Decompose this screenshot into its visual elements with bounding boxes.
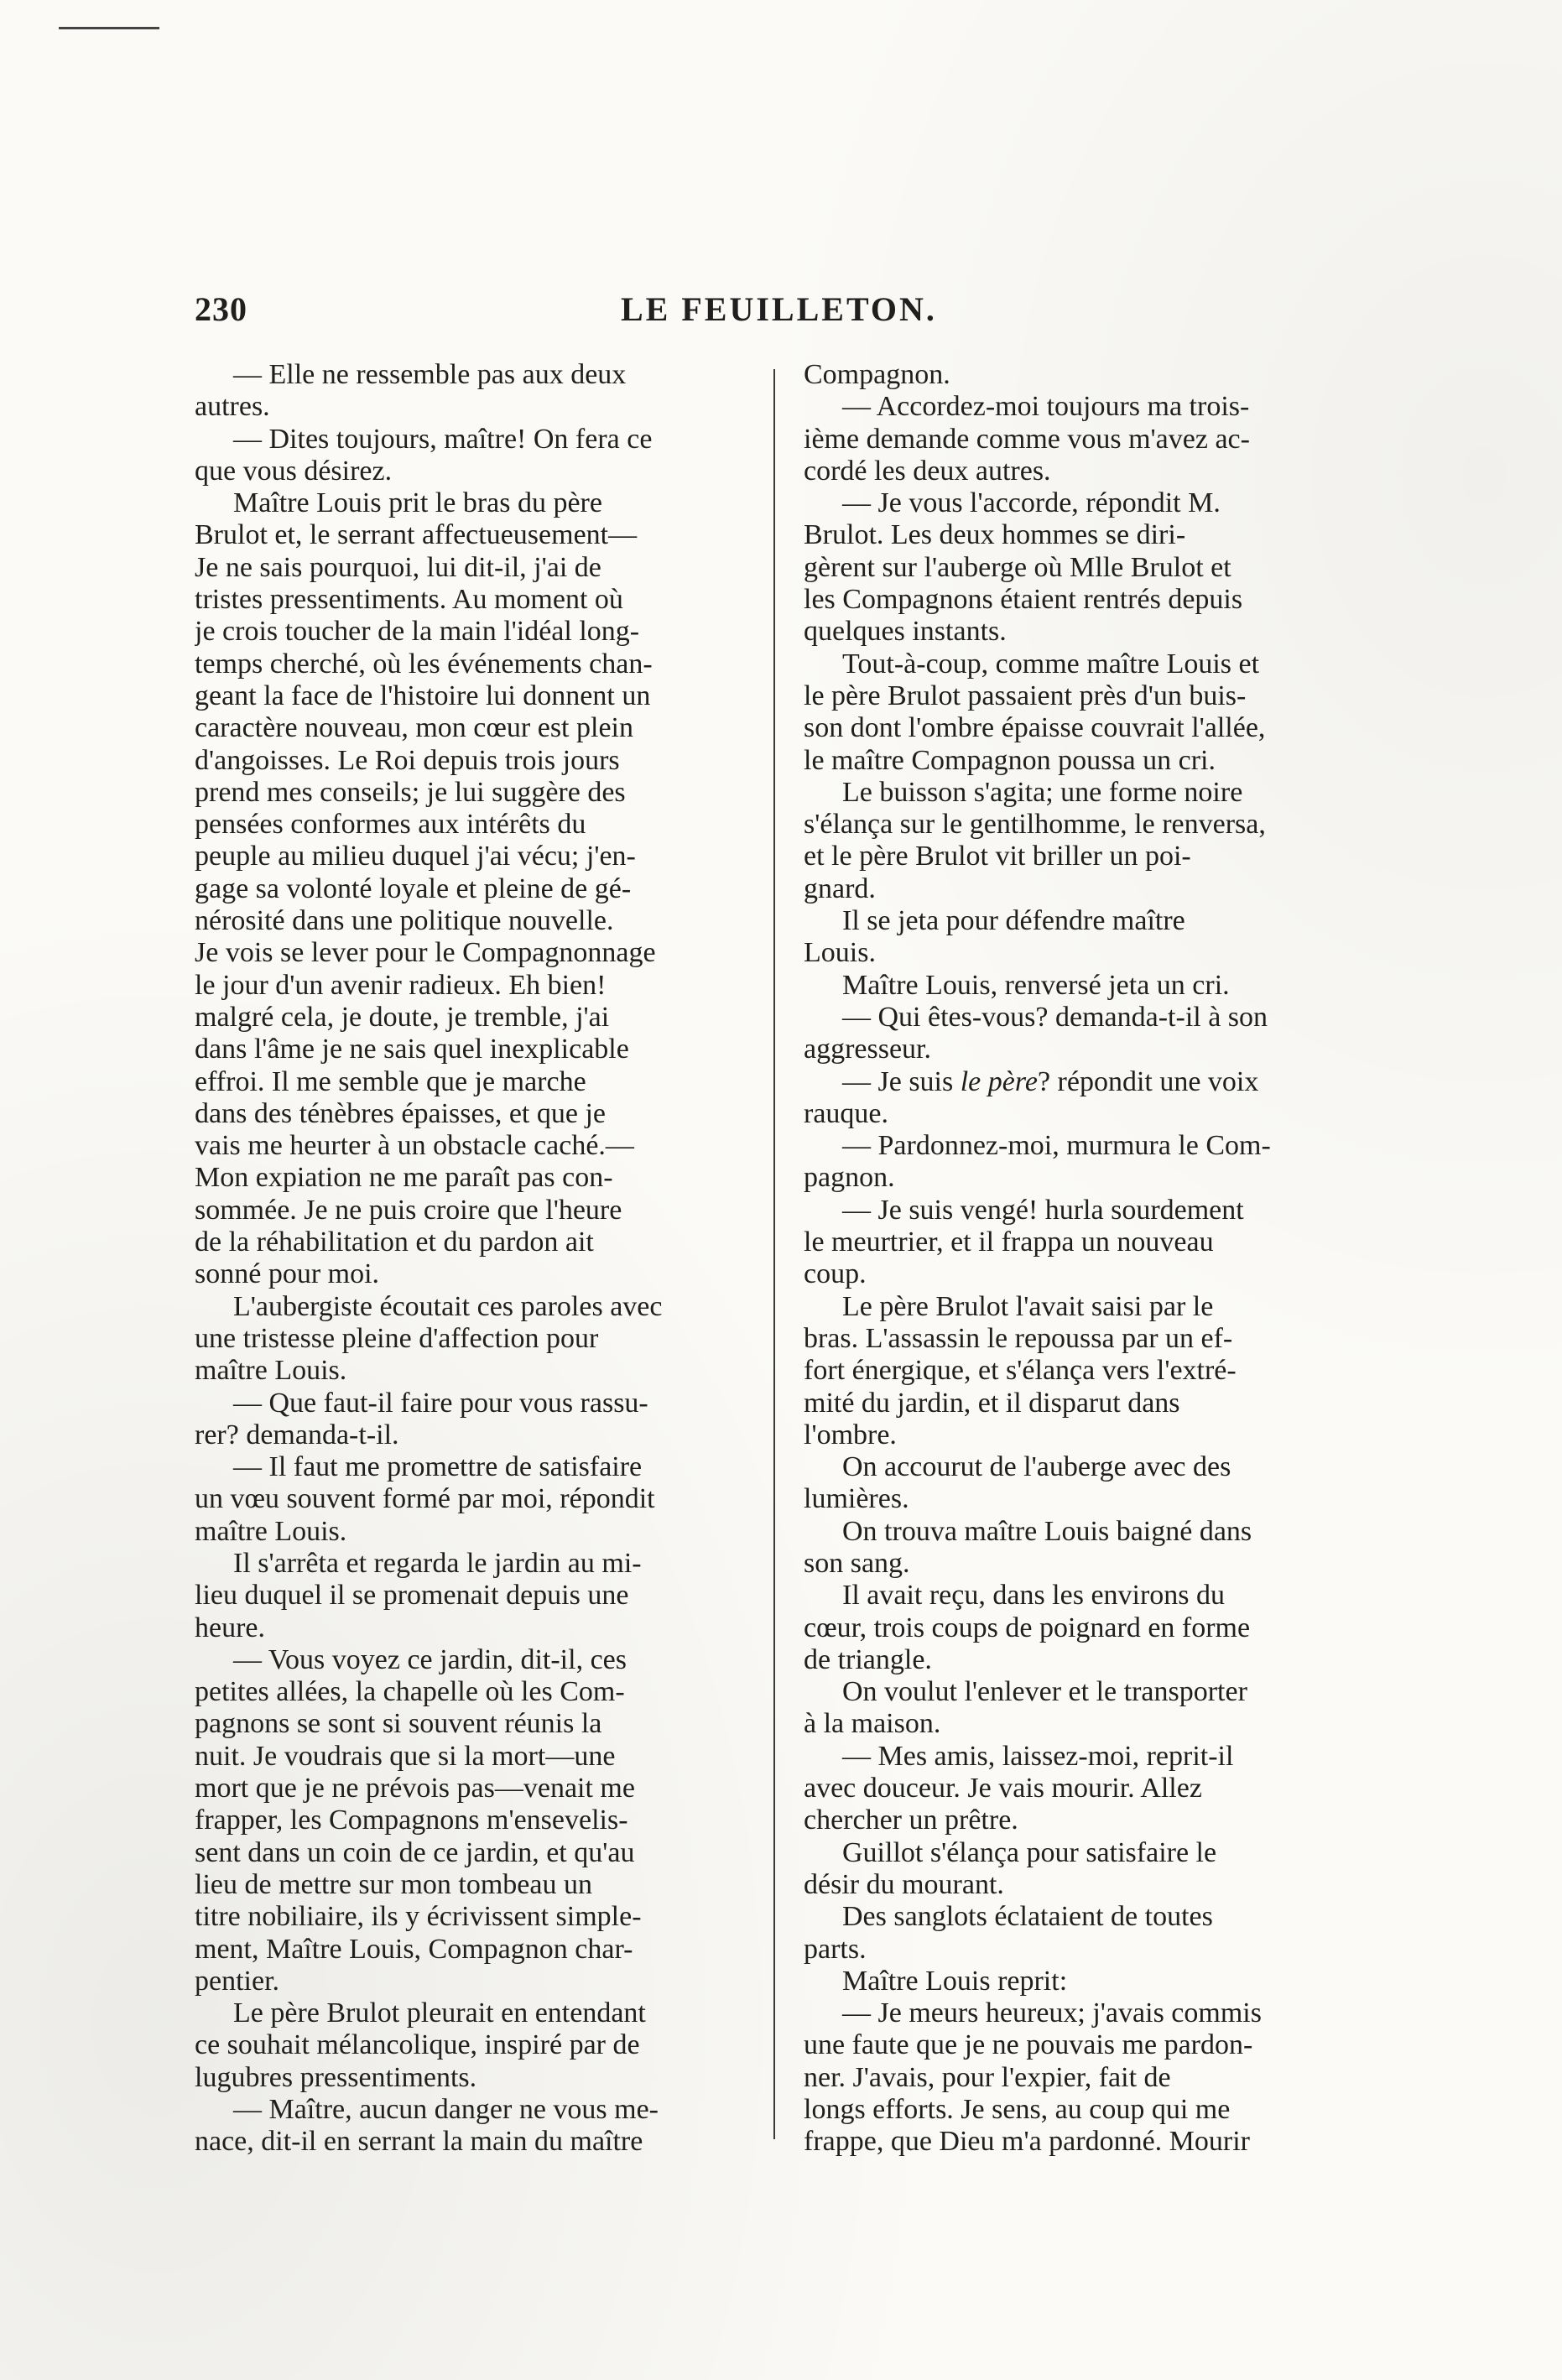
text-line: de la réhabilitation et du pardon ait (195, 1226, 594, 1258)
text-line: et le père Brulot vit briller un poi- (804, 841, 1191, 872)
text-line: — Que faut-il faire pour vous rassu- (233, 1387, 648, 1419)
left-text-column (195, 359, 782, 2159)
text-line: dans l'âme je ne sais quel inexplicable (195, 1034, 629, 1065)
text-line: maître Louis. (195, 1355, 347, 1387)
text-line: avec douceur. Je vais mourir. Allez (804, 1773, 1202, 1805)
text-line: lugubres pressentiments. (195, 2061, 477, 2093)
text-line: l'ombre. (804, 1419, 897, 1450)
text-line: un vœu souvent formé par moi, répondit (195, 1483, 655, 1515)
text-line: ce souhait mélancolique, inspiré par de (195, 2029, 640, 2061)
text-line: autres. (195, 391, 270, 423)
text-line: chercher un prêtre. (804, 1805, 1018, 1836)
text-line: le maître Compagnon poussa un cri. (804, 744, 1216, 776)
text-line: fort énergique, et s'élança vers l'extré- (804, 1355, 1237, 1387)
text-line: les Compagnons étaient rentrés depuis (804, 584, 1243, 616)
text-line: vais me heurter à un obstacle caché.— (195, 1130, 634, 1162)
text-line: Maître Louis reprit: (842, 1965, 1068, 1997)
text-line: quelques instants. (804, 616, 1007, 648)
text-line: que vous désirez. (195, 455, 393, 487)
text-line: une faute que je ne pouvais me pardon- (804, 2029, 1253, 2061)
text-line: cordé les deux autres. (804, 455, 1051, 487)
text-line: On trouva maître Louis baigné dans (842, 1515, 1252, 1547)
text-line: — Il faut me promettre de satisfaire (233, 1451, 643, 1483)
page-number: 230 (195, 290, 247, 328)
text-line: On accourut de l'auberge avec des (842, 1451, 1231, 1483)
text-line: ment, Maître Louis, Compagnon char- (195, 1933, 633, 1965)
text-line: rauque. (804, 1097, 889, 1129)
text-line: gnard. (804, 872, 876, 904)
text-line: petites allées, la chapelle où les Com- (195, 1676, 625, 1708)
text-line: longs efforts. Je sens, au coup qui me (804, 2094, 1231, 2126)
text-line: temps cherché, où les événements chan- (195, 648, 653, 680)
text-line: le jour d'un avenir radieux. Eh bien! (195, 969, 607, 1001)
text-line: Tout-à-coup, comme maître Louis et (842, 648, 1260, 680)
text-line: une tristesse pleine d'affection pour (195, 1322, 599, 1354)
text-line: pagnon. (804, 1162, 895, 1194)
text-line: prend mes conseils; je lui suggère des (195, 776, 626, 808)
text-line: — Dites toujours, maître! On fera ce (233, 423, 653, 455)
text-line: cœur, trois coups de poignard en forme (804, 1612, 1251, 1643)
text-line: — Je suis vengé! hurla sourdement (842, 1194, 1244, 1226)
column-divider (773, 369, 775, 2139)
text-line: On voulut l'enlever et le transporter (842, 1676, 1247, 1708)
text-line: s'élança sur le gentilhomme, le renversa, (804, 809, 1266, 841)
text-line: pagnons se sont si souvent réunis la (195, 1708, 602, 1740)
text-line: lieu de mettre sur mon tombeau un (195, 1868, 592, 1900)
text-line: frapper, les Compagnons m'ensevelis- (195, 1805, 628, 1836)
text-line: sommée. Je ne puis croire que l'heure (195, 1194, 622, 1226)
text-line: parts. (804, 1933, 867, 1965)
text-line: nace, dit-il en serrant la main du maître (195, 2126, 643, 2158)
text-line: — Je meurs heureux; j'avais commis (842, 1997, 1262, 2029)
text-line: malgré cela, je doute, je tremble, j'ai (195, 1001, 610, 1033)
text-line: — Mes amis, laissez-moi, reprit-il (842, 1740, 1234, 1772)
text-line: aggresseur. (804, 1034, 932, 1065)
text-line: Maître Louis prit le bras du père (233, 487, 602, 519)
text-line: — Accordez-moi toujours ma trois- (842, 391, 1250, 423)
text-line: sent dans un coin de ce jardin, et qu'au (195, 1836, 635, 1868)
text-line: Louis. (804, 937, 876, 969)
text-line: ième demande comme vous m'avez ac- (804, 423, 1250, 455)
text-line: pensées conformes aux intérêts du (195, 809, 586, 841)
text-line: caractère nouveau, mon cœur est plein (195, 712, 633, 744)
text-line: Il s'arrêta et regarda le jardin au mi- (233, 1547, 642, 1579)
text-line: Mon expiation ne me paraît pas con- (195, 1162, 613, 1194)
text-line: frappe, que Dieu m'a pardonné. Mourir (804, 2126, 1250, 2158)
text-line: effroi. Il me semble que je marche (195, 1065, 586, 1097)
text-line: dans des ténèbres épaisses, et que je (195, 1097, 606, 1129)
text-line: peuple au milieu duquel j'ai vécu; j'en- (195, 841, 636, 872)
text-line: titre nobiliaire, ils y écrivissent simple- (195, 1901, 642, 1933)
text-line: lumières. (804, 1483, 909, 1515)
text-line: gèrent sur l'auberge où Mlle Brulot et (804, 551, 1231, 583)
text-line: Brulot. Les deux hommes se diri- (804, 519, 1186, 551)
text-line: — Maître, aucun danger ne vous me- (233, 2094, 659, 2126)
text-line: Je vois se lever pour le Compagnonnage (195, 937, 656, 969)
text-line: le père Brulot passaient près d'un buis- (804, 680, 1247, 711)
text-line: Il se jeta pour défendre maître (842, 905, 1185, 937)
text-line: — Elle ne ressemble pas aux deux (233, 359, 627, 390)
text-line: d'angoisses. Le Roi depuis trois jours (195, 744, 620, 776)
margin-ink-mark (59, 27, 159, 29)
text-line: son dont l'ombre épaisse couvrait l'allée, (804, 712, 1266, 744)
text-line: de triangle. (804, 1643, 932, 1675)
text-line: nérosité dans une politique nouvelle. (195, 905, 614, 937)
text-line: Le buisson s'agita; une forme noire (842, 776, 1243, 808)
text-line: à la maison. (804, 1708, 941, 1740)
text-line: lieu duquel il se promenait depuis une (195, 1580, 629, 1612)
text-line: Le père Brulot pleurait en entendant (233, 1997, 646, 2029)
text-line: sonné pour moi. (195, 1258, 380, 1290)
text-line: son sang. (804, 1547, 910, 1579)
text-line: désir du mourant. (804, 1868, 1004, 1900)
text-line: geant la face de l'histoire lui donnent un (195, 680, 651, 711)
text-line: nuit. Je voudrais que si la mort—une (195, 1740, 616, 1772)
text-line: bras. L'assassin le repoussa par un ef- (804, 1322, 1233, 1354)
text-line: Compagnon. (804, 359, 950, 390)
text-line: gage sa volonté loyale et pleine de gé- (195, 872, 632, 904)
text-line: Guillot s'élança pour satisfaire le (842, 1836, 1217, 1868)
text-line: pentier. (195, 1965, 280, 1997)
running-title: LE FEUILLETON. (621, 290, 937, 328)
text-line: je crois toucher de la main l'idéal long- (195, 616, 640, 648)
right-text-column (804, 359, 1391, 2159)
text-line: mité du jardin, et il disparut dans (804, 1387, 1180, 1419)
text-line: Le père Brulot l'avait saisi par le (842, 1290, 1214, 1322)
text-line: mort que je ne prévois pas—venait me (195, 1773, 635, 1805)
page-header (195, 289, 1369, 340)
text-line: tristes pressentiments. Au moment où (195, 584, 623, 616)
text-line: rer? demanda-t-il. (195, 1419, 399, 1450)
text-line: Il avait reçu, dans les environs du (842, 1580, 1226, 1612)
text-line: coup. (804, 1258, 867, 1290)
text-line: L'aubergiste écoutait ces paroles avec (233, 1290, 663, 1322)
text-line: — Vous voyez ce jardin, dit-il, ces (233, 1643, 627, 1675)
text-line: — Pardonnez-moi, murmura le Com- (842, 1130, 1271, 1162)
text-line: heure. (195, 1612, 266, 1643)
text-line: maître Louis. (195, 1515, 347, 1547)
text-line: Brulot et, le serrant affectueusement— (195, 519, 638, 551)
text-line: — Qui êtes-vous? demanda-t-il à son (842, 1001, 1268, 1033)
text-line: ner. J'avais, pour l'expier, fait de (804, 2061, 1171, 2093)
text-line: le meurtrier, et il frappa un nouveau (804, 1226, 1214, 1258)
text-line: Des sanglots éclataient de toutes (842, 1901, 1213, 1933)
text-line: — Je vous l'accorde, répondit M. (842, 487, 1221, 519)
text-line: Je ne sais pourquoi, lui dit-il, j'ai de (195, 551, 601, 583)
text-line: Maître Louis, renversé jeta un cri. (842, 969, 1230, 1001)
text-line: — Je suis le père? répondit une voix (842, 1065, 1259, 1097)
